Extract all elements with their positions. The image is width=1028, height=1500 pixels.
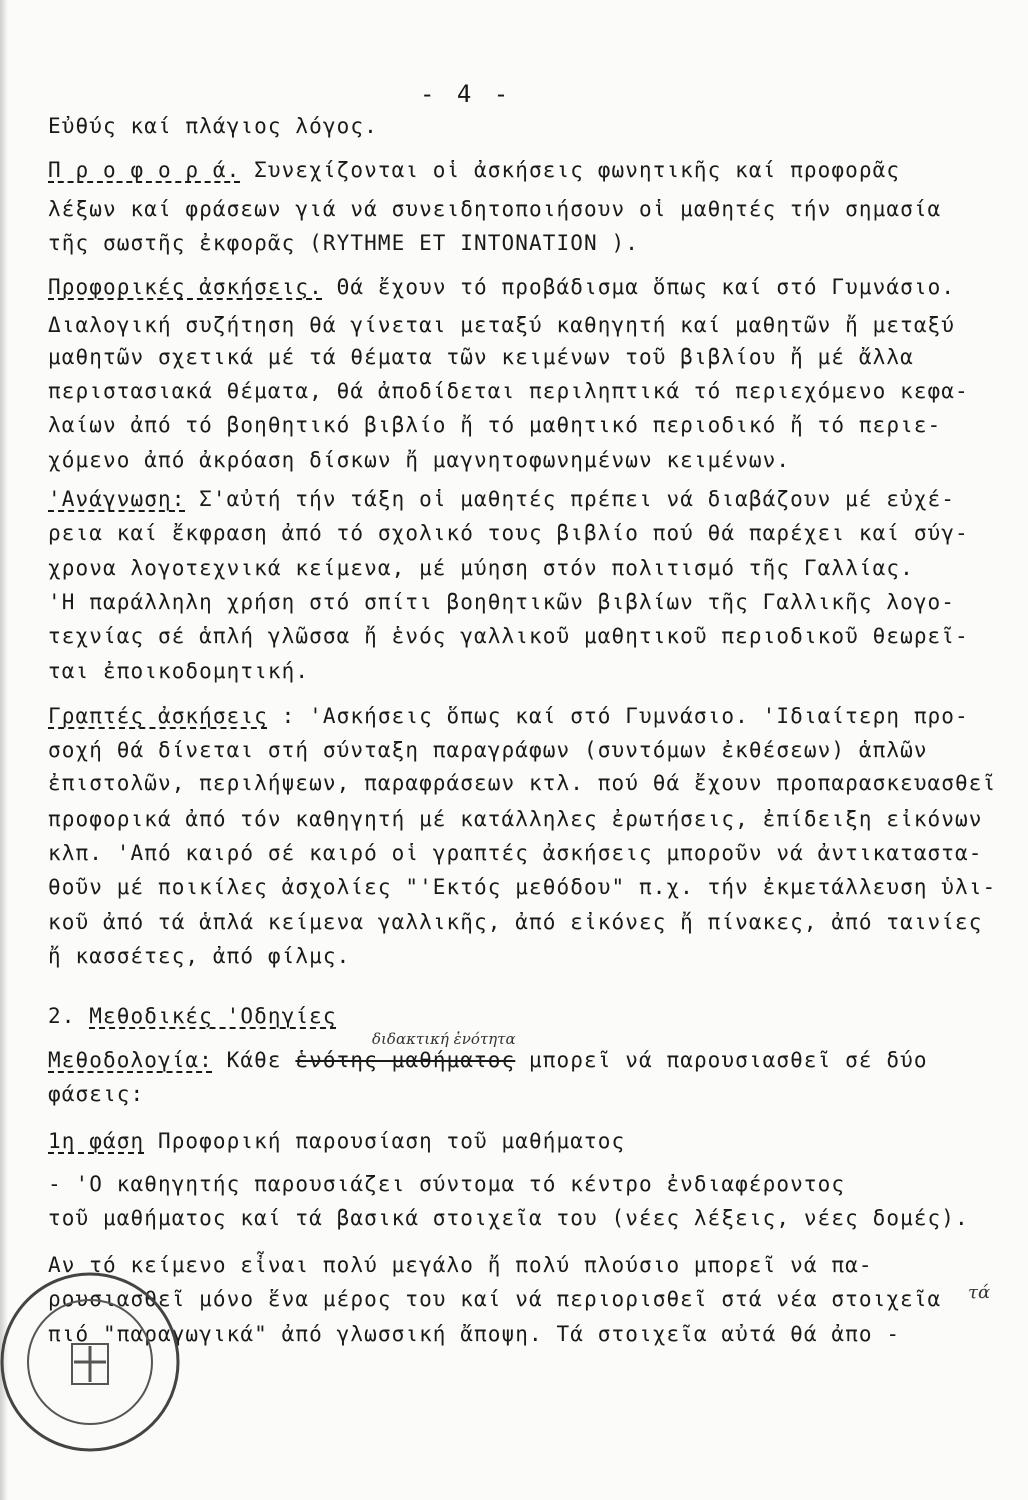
line-21: κλπ. 'Από καιρό σέ καιρό οἱ γραπτές ἀσκήσεις μποροῦν νά ἀντικαταστα- [48,841,983,865]
line-20: προφορικά ἀπό τόν καθηγητή μέ κατάλληλες ἐρωτήσεις, ἐπίδειξη εἰκόνων [48,807,983,831]
line-26-text-b: μπορεῖ νά παρουσιασθεῖ σέ δύο [515,1048,928,1072]
line-10: χόμενο ἀπό ἀκρόαση δίσκων ἤ μαγνητοφωνημένων κειμένων. [48,448,791,472]
heading-phase-1: 1η φάση [48,1129,145,1153]
line-2 [48,158,900,182]
line-28 [48,1129,625,1153]
line-30: τοῦ μαθήματος καί τά βασικά στοιχεῖα του (νέες λέξεις, νέες δομές). [48,1206,969,1230]
handwritten-insertion: διδακτική ἑνότητα [372,1030,516,1048]
heading-methodical-instructions: Μεθοδικές 'Οδηγίες [89,1004,337,1028]
section-number: 2. [48,1004,90,1028]
line-9: λαίων ἀπό τό βοηθητικό βιβλίο ἤ τό μαθητικό περιοδικό ἤ τό περιε- [48,413,942,437]
line-4: τῆς σωστῆς ἐκφορᾶς (RYTHME ET INTONATION ). [48,231,639,255]
line-19: ἐπιστολῶν, περιλήψεων, παραφράσεων κτλ. πού θά ἔχουν προπαρασκευασθεῖ [48,771,997,795]
line-23: κοῦ ἀπό τά ἁπλά κείμενα γαλλικῆς, ἀπό εἰκόνες ἤ πίνακες, ἀπό ταινίες [48,910,983,934]
line-5-text: Θά ἔχουν τό προβάδισμα ὅπως καί στό Γυμνάσιο. [322,275,956,299]
heading-methodology: Μεθοδολογία: [48,1048,213,1072]
line-3: λέξων καί φράσεων γιά νά συνειδητοποιήσουν οἱ μαθητές τήν σημασία [48,197,942,221]
line-18: σοχή θά δίνεται στή σύνταξη παραγράφων (συντόμων ἐκθέσεων) ἁπλῶν [48,738,928,762]
line-17 [48,704,969,728]
heading-oral-exercises: Προφορικές ἀσκήσεις. [48,275,323,299]
line-28-text: Προφορική παρουσίαση τοῦ μαθήματος [144,1129,626,1153]
line-1: Εὐθύς καί πλάγιος λόγος. [48,114,378,138]
line-5 [48,275,955,299]
line-11 [48,487,955,511]
line-8: περιστασιακά θέματα, θά ἀποδίδεται περιληπτικά τό περιεχόμενο κεφα- [48,379,969,403]
line-11-text: Σ'αὐτή τήν τάξη οἱ μαθητές πρέπει νά διαβάζουν μέ εὐχέ- [185,487,956,511]
line-12: ρεια καί ἔκφραση ἀπό τό σχολικό τους βιβλίο πού θά παρέχει καί σύγ- [48,521,969,545]
line-24: ἤ κασσέτες, ἀπό φίλμς. [48,944,351,968]
line-22: θοῦν μέ ποικίλες ἀσχολίες "'Εκτός μεθόδου" π.χ. τήν ἐκμετάλλευση ὑλι- [48,875,997,899]
line-16: ται ἐποικοδομητική. [48,659,310,683]
line-15: τεχνίας σέ ἁπλή γλῶσσα ἤ ἑνός γαλλικοῦ μαθητικοῦ περιοδικοῦ θεωρεῖ- [48,624,969,648]
line-29: - 'Ο καθηγητής παρουσιάζει σύντομα τό κέντρο ἐνδιαφέροντος [48,1172,846,1196]
line-14: 'Η παράλληλη χρήση στό σπίτι βοηθητικῶν βιβλίων τῆς Γαλλικῆς λογο- [48,590,956,614]
line-6: Διαλογική συζήτηση θά γίνεται μεταξύ καθηγητή καί μαθητῶν ἤ μεταξύ [48,313,956,337]
line-33: πιό "παραγωγικά" ἀπό γλωσσική ἄποψη. Τά στοιχεῖα αὐτά θά ἀπο - [48,1322,901,1346]
heading-written-exercises: Γραπτές ἀσκήσεις [48,704,268,728]
line-26-text-a: Κάθε [212,1048,296,1072]
line-32: ρουσιασθεῖ μόνο ἕνα μέρος του καί νά περιορισθεῖ στά νέα στοιχεῖα [48,1287,942,1311]
line-7: μαθητῶν σχετικά μέ τά θέματα τῶν κειμένων τοῦ βιβλίου ἤ μέ ἄλλα [48,345,914,369]
line-31: Αν τό κείμενο εἶναι πολύ μεγάλο ἤ πολύ πλούσιο μπορεῖ νά πα- [48,1253,873,1277]
handwritten-margin-note: τά [968,1282,991,1303]
line-27: φάσεις: [48,1082,145,1106]
line-2-text: Συνεχίζονται οἱ ἀσκήσεις φωνητικῆς καί προφορᾶς [240,158,901,182]
line-26 [48,1048,928,1072]
heading-reading: 'Ανάγνωση: [48,487,186,511]
line-17-text: : 'Ασκήσεις ὅπως καί στό Γυμνάσιο. 'Ιδιαίτερη προ- [267,704,969,728]
line-13: χρονα λογοτεχνικά κείμενα, μέ μύηση στόν πολιτισμό τῆς Γαλλίας. [48,556,914,580]
heading-pronunciation: Π ρ ο φ ο ρ ά. [48,158,241,182]
page-number: - 4 - [420,80,513,108]
official-stamp [0,1262,190,1462]
line-25 [48,1004,337,1028]
struck-text: ἑνότης μαθήματος [295,1048,516,1072]
